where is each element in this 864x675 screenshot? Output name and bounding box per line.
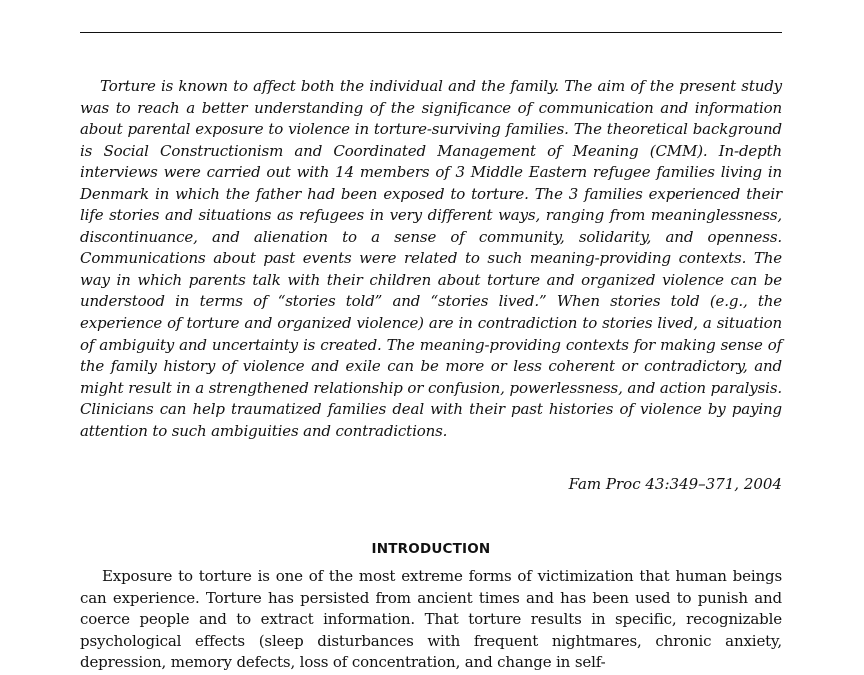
journal-citation: Fam Proc 43:349–371, 2004	[568, 475, 782, 493]
header-rule	[80, 32, 782, 33]
introduction-heading: INTRODUCTION	[371, 541, 491, 557]
introduction-paragraph: Exposure to torture is one of the most extreme forms of victimization that human beings can experience. Torture has persisted from ancient times and has been used to punish and coerce people and to extract information. That torture results in specific, recognizable psychological effects (sleep disturbances with frequent nightmares, chronic anxiety, depression, memory defects, loss of concentration, and change in self-	[80, 567, 782, 672]
abstract-paragraph: Torture is known to affect both the individual and the family. The aim of the present study was to reach a better understanding of the significance of communication and information about parental exposure to violence in torture-surviving families. The theoretical background is Social Constructionism and Coordinated Management of Meaning (CMM). In-depth interviews were carried out with 14 members of 3 Middle Eastern refugee families living in Denmark in which the father had been exposed to torture. The 3 families experienced their life stories and situations as refugees in very different ways, ranging from meaninglessness, discontinuance, and alienation to a sense of community, solidarity, and openness. Communications about past events were related to such meaning-providing contexts. The way in which parents talk with their children about torture and organized violence can be understood in terms of “stories told” and “stories lived.” When stories told (e.g., the experience of torture and organized violence) are in contradiction to stories lived, a situation of ambiguity and uncertainty is created. The meaning-providing contexts for making sense of the family history of violence and exile can be more or less coherent or contradictory, and might result in a strengthened relationship or confusion, powerlessness, and action paralysis. Clinicians can help traumatized families deal with their past histories of violence by paying attention to such ambiguities and contradictions.	[80, 77, 782, 440]
